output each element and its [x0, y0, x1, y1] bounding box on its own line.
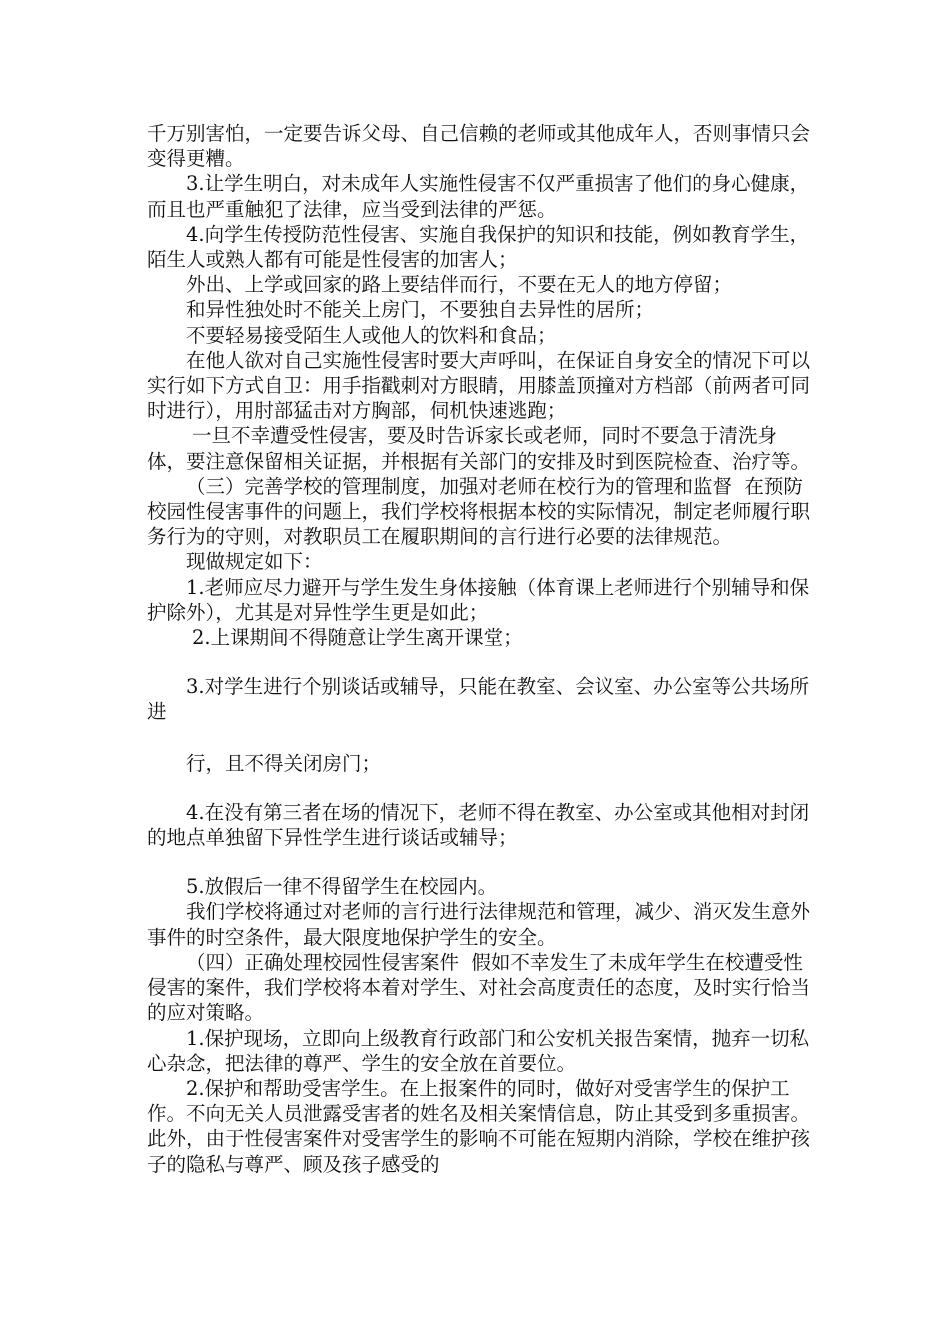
paragraph: 外出、上学或回家的路上要结伴而行，不要在无人的地方停留；: [186, 273, 733, 297]
list-item-continuation: 行，且不得关闭房门；: [186, 751, 382, 775]
paragraph: 现做规定如下：: [186, 550, 323, 574]
paragraph: 千万别害怕，一定要告诉父母、自己信赖的老师或其他成年人，否则事情只会变得更糟。: [147, 122, 811, 171]
paragraph: 3.让学生明白，对未成年人实施性侵害不仅严重损害了他们的身心健康，而且也严重触犯了法律，应当受到法律的严惩。: [147, 172, 810, 221]
paragraph: 我们学校将通过对老师的言行进行法律规范和管理，减少、消灭发生意外事件的时空条件，最大限度地保护学生的安全。: [147, 900, 811, 949]
paragraph: 4.向学生传授防范性侵害、实施自我保护的知识和技能，例如教育学生，陌生人或熟人都有可能是性侵害的加害人；: [147, 222, 810, 272]
paragraph: 和异性独处时不能关上房门，不要独自去异性的居所；: [186, 298, 655, 322]
list-item: 4.在没有第三者在场的情况下，老师不得在教室、办公室或其他相对封闭的地点单独留下异性学生进行谈话或辅导；: [147, 800, 810, 850]
list-item: 1.老师应尽力避开与学生发生身体接触（体育课上老师进行个别辅导和保护除外），尤其是对异性学生更是如此；: [147, 575, 810, 624]
list-item: 2.上课期间不得随意让学生离开课堂；: [192, 626, 523, 650]
list-item: 1.保护现场，立即向上级教育行政部门和公安机关报告案情，抛弃一切私心杂念，把法律的尊严、学生的安全放在首要位。: [147, 1026, 810, 1075]
document-body: [147, 121, 811, 1177]
section-heading-paragraph: （四）正确处理校园性侵害案件 假如不幸发生了未成年学生在校遭受性侵害的案件，我们学校将本着对学生、对社会高度责任的态度，及时实行恰当的应对策略。: [147, 950, 811, 1025]
list-item: 5.放假后一律不得留学生在校园内。: [186, 875, 498, 899]
list-item: 2.保护和帮助受害学生。在上报案件的同时，做好对受害学生的保护工作。不向无关人员泄露受害者的姓名及相关案情信息，防止其受到多重损害。此外，由于性侵害案件对受害学生的影响不可能在短期内消除，学校在维护孩子的隐私与尊严、顾及孩子感受的: [147, 1076, 811, 1176]
paragraph: 一旦不幸遭受性侵害，要及时告诉家长或老师，同时不要急于清洗身体，要注意保留相关证据，并根据有关部门的安排及时到医院检查、治疗等。: [147, 424, 811, 473]
list-item: 3.对学生进行个别谈话或辅导，只能在教室、会议室、办公室等公共场所进: [147, 675, 810, 724]
section-heading-paragraph: （三）完善学校的管理制度，加强对老师在校行为的管理和监督 在预防校园性侵害事件的问题上，我们学校将根据本校的实际情况，制定老师履行职务行为的守则，对教职员工在履职期间的言行进行必要的法律规范。: [147, 474, 811, 549]
paragraph: 不要轻易接受陌生人或他人的饮料和食品；: [186, 323, 557, 347]
paragraph: 在他人欲对自己实施性侵害时要大声呼叫，在保证自身安全的情况下可以实行如下方式自卫：用手指戳刺对方眼睛，用膝盖顶撞对方档部（前两者可同时进行），用肘部猛击对方胸部，伺机快速逃跑；: [147, 348, 811, 423]
